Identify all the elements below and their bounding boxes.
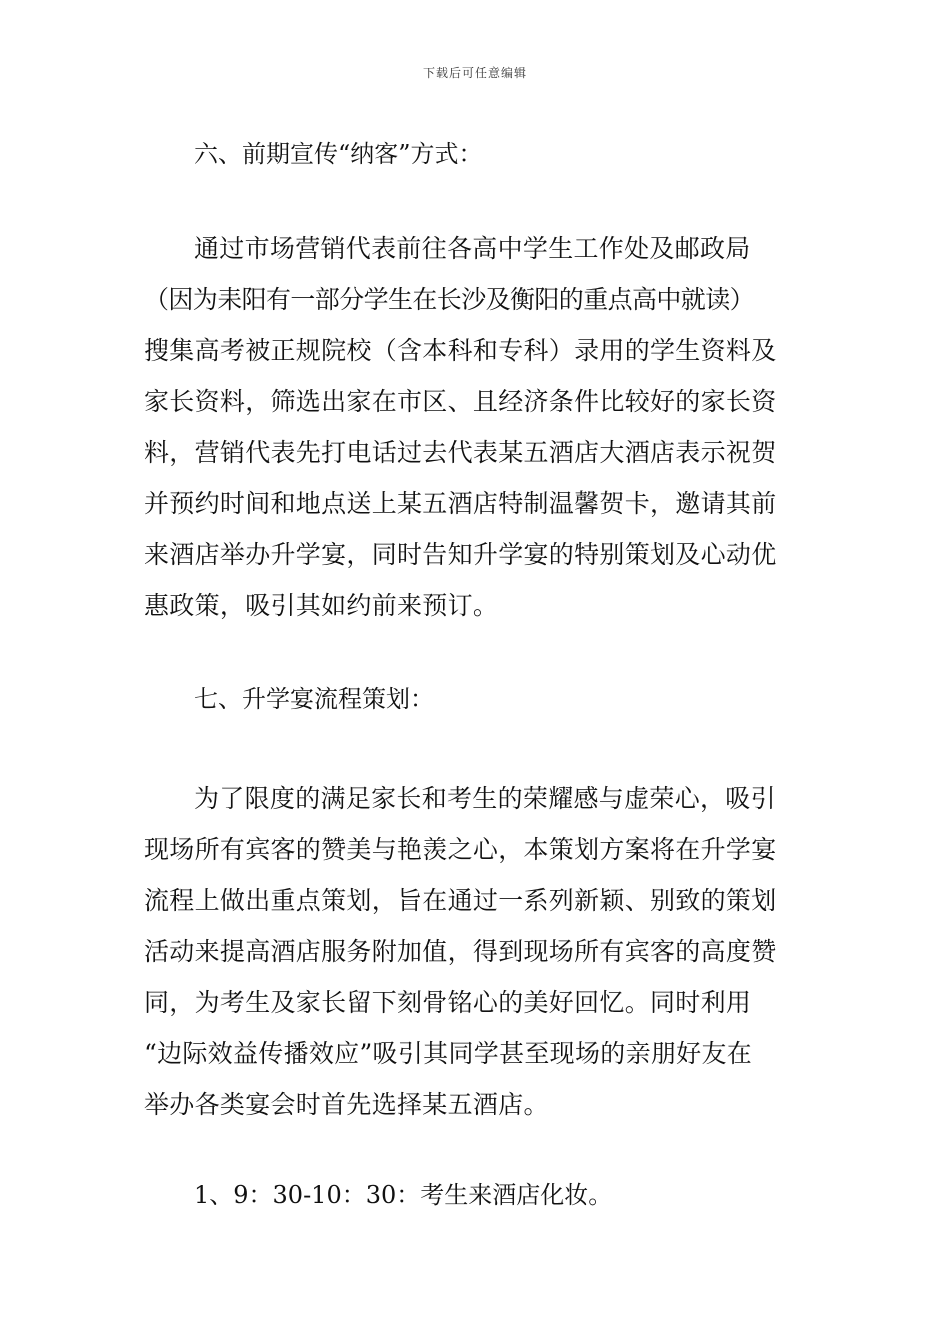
paragraph-line: （因为耒阳有一部分学生在长沙及衡阳的重点高中就读） <box>144 285 755 314</box>
paragraph-line: 流程上做出重点策划，旨在通过一系列新颖、别致的策划 <box>144 886 777 915</box>
section-six-paragraph <box>144 223 808 631</box>
paragraph-line: 家长资料，筛选出家在市区、且经济条件比较好的家长资 <box>144 387 777 416</box>
paragraph-line: 为了限度的满足家长和考生的荣耀感与虚荣心，吸引 <box>194 784 776 813</box>
paragraph-line: 料，营销代表先打电话过去代表某五酒店大酒店表示祝贺 <box>144 438 777 467</box>
paragraph-line: 搜集高考被正规院校（含本科和专科）录用的学生资料及 <box>144 336 777 365</box>
paragraph-line: 同，为考生及家长留下刻骨铭心的美好回忆。同时利用 <box>144 988 752 1017</box>
paragraph-line: “边际效益传播效应”吸引其同学甚至现场的亲朋好友在 <box>144 1039 753 1068</box>
paragraph-line: 并预约时间和地点送上某五酒店特制温馨贺卡，邀请其前 <box>144 489 777 518</box>
paragraph-line: 现场所有宾客的赞美与艳羡之心，本策划方案将在升学宴 <box>144 835 777 864</box>
paragraph-line: 来酒店举办升学宴，同时告知升学宴的特别策划及心动优 <box>144 540 777 569</box>
paragraph-line: 活动来提高酒店服务附加值，得到现场所有宾客的高度赞 <box>144 937 777 966</box>
paragraph-line: 惠政策，吸引其如约前来预订。 <box>144 591 499 620</box>
paragraph-line: 通过市场营销代表前往各高中学生工作处及邮政局 <box>194 234 751 263</box>
section-seven-paragraph <box>144 773 808 1130</box>
page-header: 下载后可任意编辑 <box>422 66 527 80</box>
section-seven-title: 七、升学宴流程策划： <box>194 685 434 713</box>
section-six-title: 六、前期宣传“纳客”方式： <box>194 140 483 168</box>
paragraph-line: 举办各类宴会时首先选择某五酒店。 <box>144 1090 549 1119</box>
step-one-title: 1、9：30-10：30：考生来酒店化妆。 <box>194 1181 613 1209</box>
